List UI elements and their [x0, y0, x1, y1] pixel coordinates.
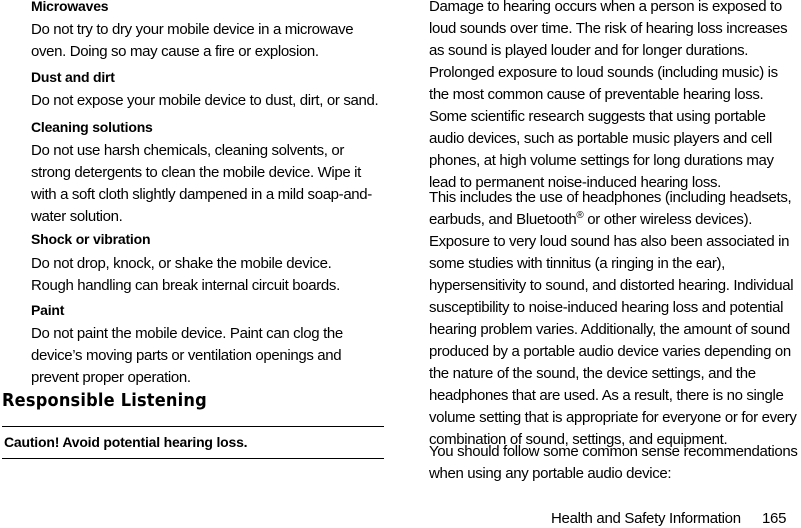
heading-microwaves: Microwaves [31, 0, 109, 14]
hearing-paragraph-2 [429, 187, 801, 451]
footer-section-name: Health and Safety Information [551, 510, 741, 527]
section-title-responsible-listening: Responsible Listening [2, 390, 207, 411]
hearing-paragraph-3: You should follow some common sense recommendations when using any portable audio device: [429, 443, 798, 482]
heading-cleaning-solutions: Cleaning solutions [31, 119, 153, 135]
caution-box [2, 426, 384, 459]
body-microwaves: Do not try to dry your mobile device in a microwave oven. Doing so may cause a fire or explosion. [31, 21, 354, 60]
body-dust-and-dirt: Do not expose your mobile device to dust, dirt, or sand. [31, 92, 379, 109]
caution-text: Caution! Avoid potential hearing loss. [4, 434, 248, 450]
body-paint: Do not paint the mobile device. Paint can clog the device’s moving parts or ventilation openings and prevent proper operation. [31, 325, 343, 386]
body-shock-or-vibration: Do not drop, knock, or shake the mobile device. Rough handling can break internal circuit boards. [31, 255, 340, 294]
hearing-paragraph-1: Damage to hearing occurs when a person is exposed to loud sounds over time. The risk of hearing loss increases as sound is played louder and for longer durations. Prolonged exposure to loud sounds (including music) is the most common cause of preventable hearing loss. Some scientific research suggests that using portable audio devices, such as portable music players and cell phones, at high volume settings for long durations may lead to permanent noise-induced hearing loss. [429, 0, 788, 191]
footer-page-number: 165 [762, 510, 787, 527]
heading-dust-and-dirt: Dust and dirt [31, 69, 115, 85]
hearing-paragraph-2-start: This includes the use of headphones (including headsets, earbuds, and Bluetooth [429, 189, 792, 228]
body-cleaning-solutions: Do not use harsh chemicals, cleaning solvents, or strong detergents to clean the mobile device. Wipe it with a soft cloth slightly dampened in a mild soap-and-water solution. [31, 142, 372, 225]
heading-paint: Paint [31, 302, 65, 318]
registered-mark: ® [576, 210, 584, 221]
hearing-paragraph-2-end: or other wireless devices). Exposure to very loud sound has also been associated in some studies with tinnitus (a ringing in the ear), hypersensitivity to sound, and distorted hearing. Individual susceptibility to noise-induced hearing loss and potential hearing problem varies. Additionally, the amount of sound produced by a portable audio device varies depending on the nature of the sound, the device settings, and the headphones that are used. As a result, there is no single volume setting that is appropriate for everyone or for every combination of sound, settings, and equipment. [429, 211, 797, 448]
heading-shock-or-vibration: Shock or vibration [31, 231, 151, 247]
